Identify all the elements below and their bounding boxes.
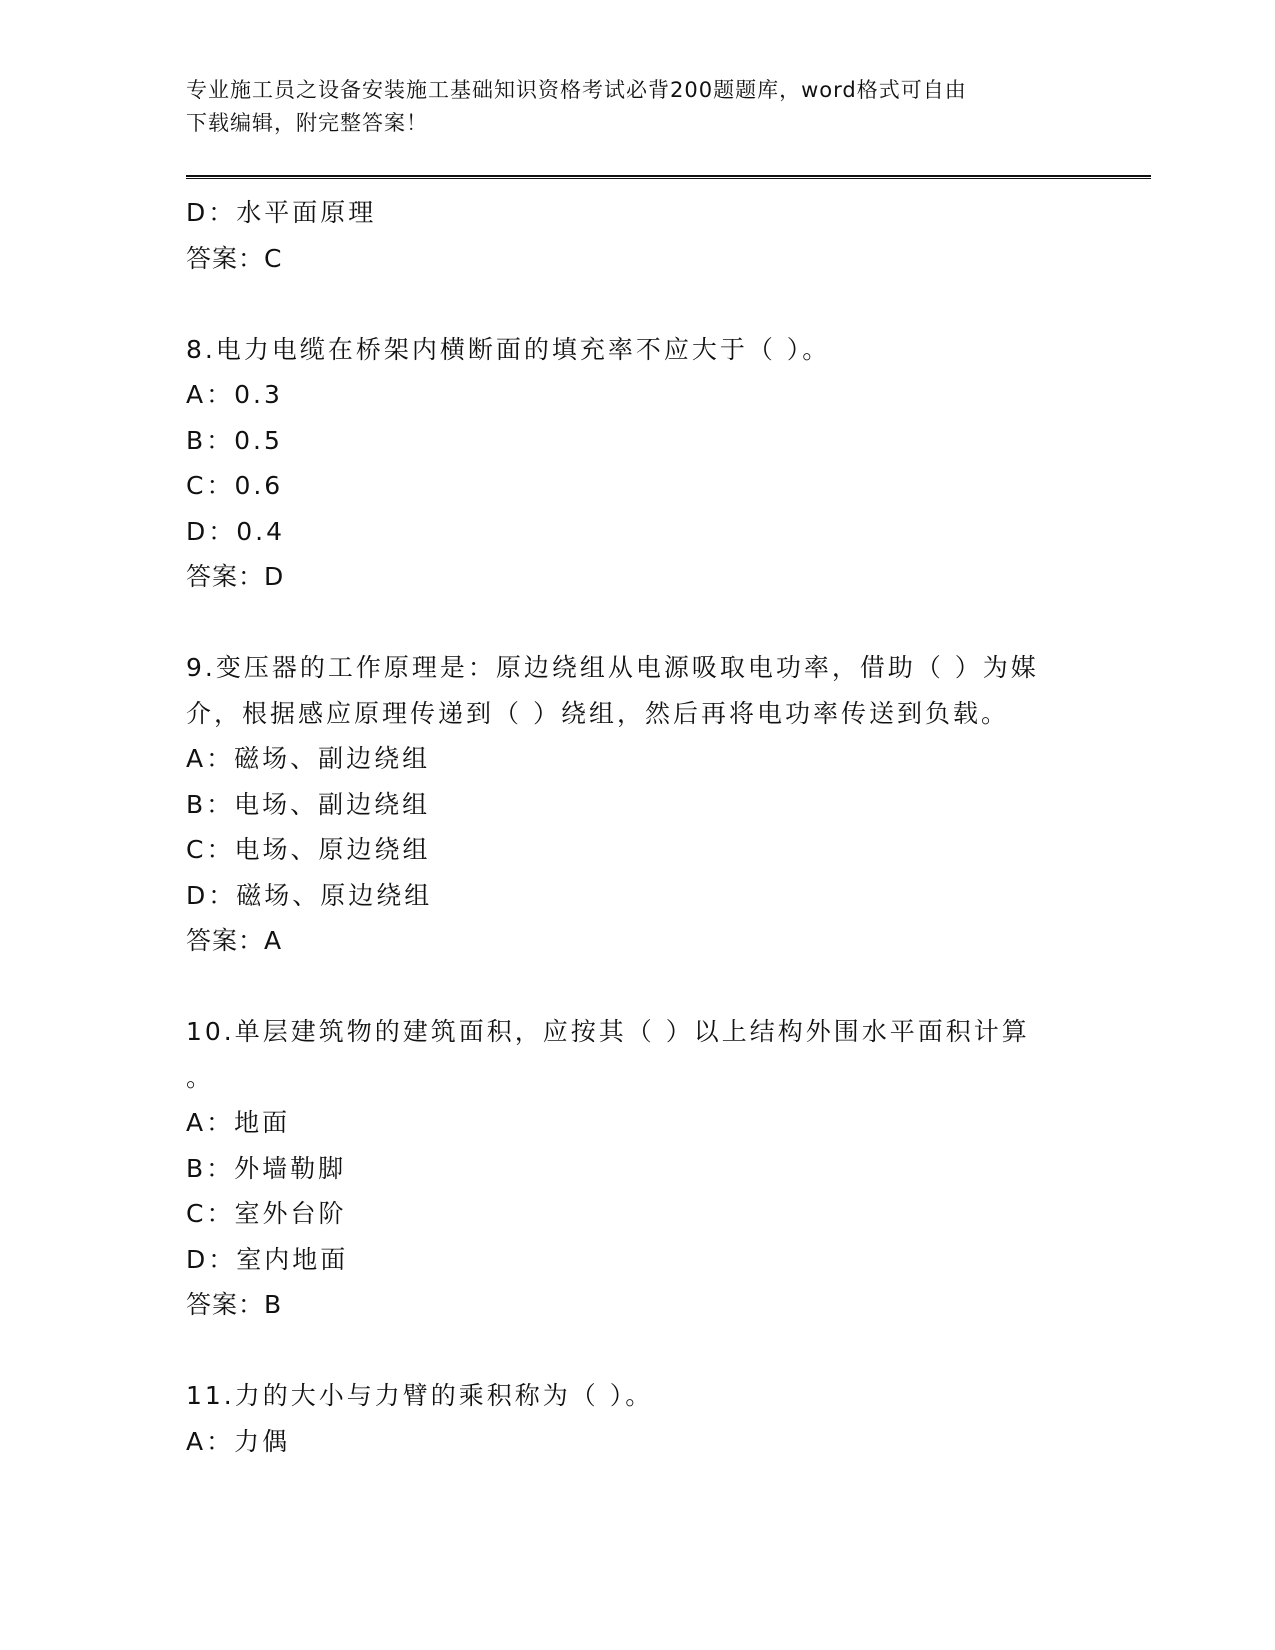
option-c: C：电场、原边绕组 [186,835,431,864]
option-c: C：室外台阶 [186,1199,347,1228]
header-divider [186,175,1151,179]
spacer [186,600,1086,646]
question-stem-line-1: 9.变压器的工作原理是：原边绕组从电源吸取电功率，借助（ ）为媒 [186,653,1039,682]
question-stem-line-1: 10.单层建筑物的建筑面积，应按其（ ）以上结构外围水平面积计算 [186,1017,1030,1046]
option-b: B：0.5 [186,425,283,455]
option-b: B：电场、副边绕组 [186,789,431,819]
question-block [186,1373,1086,1464]
document-body [186,190,1086,1464]
spacer [186,281,1086,327]
question-stem-line-2: 介，根据感应原理传递到（ ）绕组，然后再将电功率传送到负载。 [186,698,1009,728]
option-a: A：力偶 [186,1426,291,1456]
question-block [186,327,1086,600]
header-line-2: 下载编辑，附完整答案！ [186,111,428,135]
answer-line: 答案：D [186,562,285,591]
page-header [186,74,1086,140]
spacer [186,1328,1086,1374]
option-c: C：0.6 [186,471,284,500]
answer-line: 答案：B [186,1290,283,1319]
question-stem: 11.力的大小与力臂的乘积称为（ ）。 [186,1381,654,1410]
answer-line: 答案：A [186,926,283,955]
option-a: A：地面 [186,1108,291,1137]
option-a: A：磁场、副边绕组 [186,744,431,773]
answer-line: 答案：C [186,243,283,273]
option-d: D：0.4 [186,516,286,546]
option-d: D：水平面原理 [186,198,377,227]
question-block [186,1009,1086,1328]
header-line-1: 专业施工员之设备安装施工基础知识资格考试必背200题题库，word格式可自由 [186,78,967,102]
option-d: D：磁场、原边绕组 [186,880,433,910]
question-stem-line-2: 。 [186,1062,215,1092]
option-b: B：外墙勒脚 [186,1153,347,1183]
question-stem: 8.电力电缆在桥架内横断面的填充率不应大于（ ）。 [186,334,831,364]
option-d: D：室内地面 [186,1244,349,1274]
spacer [186,964,1086,1010]
option-a: A：0.3 [186,380,283,409]
question-block [186,645,1086,964]
